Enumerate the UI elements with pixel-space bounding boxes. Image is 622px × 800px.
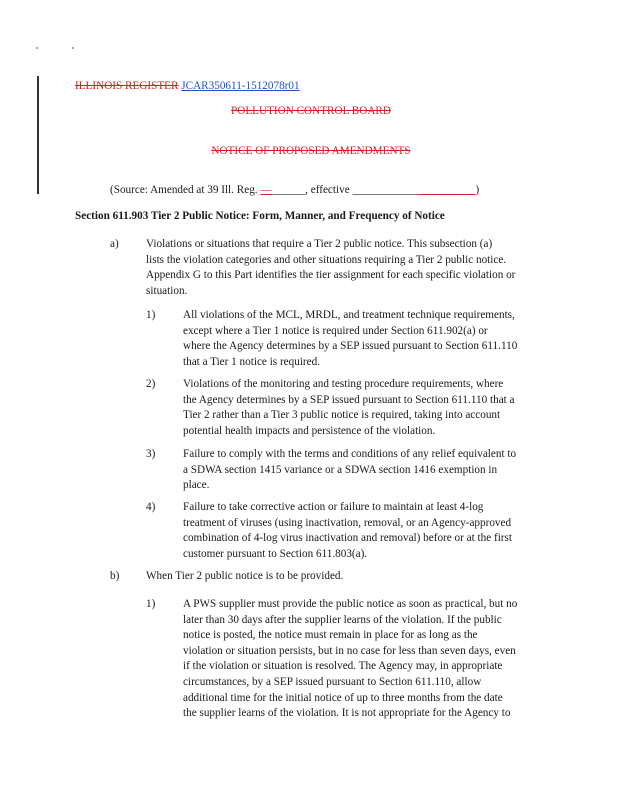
item-a3-text xyxy=(183,447,516,494)
source-line xyxy=(110,183,479,199)
text-line: notice is posted, the notice must remain in place for as long as the xyxy=(183,629,478,642)
text-line: Failure to take corrective action or failure to maintain at least 4-log xyxy=(183,501,484,513)
text-line: the Agency determines by a SEP issued pursuant to Section 611.110 that a xyxy=(183,393,515,406)
section-title: Section 611.903 Tier 2 Public Notice: Form, Manner, and Frequency of Notice xyxy=(75,210,445,222)
text-line: if the violation or situation is resolved. The Agency may, in appropriate xyxy=(183,660,503,673)
text-line: violation or situation persists, but in no case for less than seven days, even xyxy=(183,644,516,657)
notice-struck: NOTICE OF PROPOSED AMENDMENTS xyxy=(211,145,411,157)
text-line: circumstances, by a SEP issued pursuant to Section 611.110, allow xyxy=(183,675,482,688)
text-line: except where a Tier 1 notice is required under Section 611.902(a) or xyxy=(183,324,488,337)
text-line: Violations of the monitoring and testing procedure requirements, where xyxy=(183,378,504,390)
text-line: Appendix G to this Part identifies the tier assignment for each specific violation or xyxy=(146,269,516,282)
text-line: All violations of the MCL, MRDL, and treatment technique requirements, xyxy=(183,309,515,321)
register-header xyxy=(75,79,300,95)
text-line: the supplier learns of the violation. It is not appropriate for the Agency to xyxy=(183,707,511,720)
source-blank-red-2: __________ xyxy=(419,184,476,196)
text-line: Violations or situations that require a Tier 2 public notice. This subsection (a) xyxy=(146,238,493,250)
text-line: customer pursuant to Section 611.803(a). xyxy=(183,547,368,560)
subsection-a-text xyxy=(146,237,515,299)
text-line: A PWS supplier must provide the public notice as soon as practical, but no xyxy=(183,598,518,610)
notice-header xyxy=(0,144,622,160)
text-line: additional time for the initial notice of up to three months from the date xyxy=(183,691,503,704)
source-blank-red-1: — xyxy=(260,184,272,196)
item-a4-label: 4) xyxy=(146,501,156,513)
source-suffix: ) xyxy=(475,184,480,196)
scan-speck xyxy=(72,47,74,49)
text-line: treatment of viruses (using inactivation, removal, or an Agency-approved xyxy=(183,516,512,529)
text-line: lists the violation categories and other situations requiring a Tier 2 public notice. xyxy=(146,253,507,266)
register-inserted: JCAR350611-1512078r01 xyxy=(181,80,300,92)
text-line: place. xyxy=(183,479,210,492)
text-line: Failure to comply with the terms and conditions of any relief equivalent to xyxy=(183,448,517,460)
subsection-b-heading: When Tier 2 public notice is to be provided. xyxy=(146,570,344,582)
item-b1-label: 1) xyxy=(146,598,156,610)
item-a2-label: 2) xyxy=(146,378,156,390)
register-struck: ILLINOIS REGISTER xyxy=(75,80,179,92)
item-a1-text xyxy=(183,308,517,370)
item-b1-text xyxy=(183,597,517,722)
text-line: that a Tier 1 notice is required. xyxy=(183,355,321,368)
text-line: potential health impacts and persistence of the violation. xyxy=(183,424,436,437)
item-a4-text xyxy=(183,500,512,562)
text-line: a SDWA section 1415 variance or a SDWA section 1416 exemption in xyxy=(183,463,498,476)
subsection-b-label: b) xyxy=(110,570,120,582)
text-line: later than 30 days after the supplier learns of the violation. If the public xyxy=(183,613,502,626)
revision-bar xyxy=(37,76,39,194)
board-struck: POLLUTION CONTROL BOARD xyxy=(231,105,391,117)
text-line: Tier 2 rather than a Tier 3 public notice is required, taking into account xyxy=(183,409,501,422)
item-a2-text xyxy=(183,377,515,439)
text-line: where the Agency determines by a SEP issued pursuant to Section 611.110 xyxy=(183,340,518,353)
scan-speck xyxy=(36,47,38,49)
item-a3-label: 3) xyxy=(146,448,156,460)
subsection-a-label: a) xyxy=(110,238,119,250)
source-blank-tail: ______, effective ____________ xyxy=(271,184,420,196)
source-prefix: (Source: Amended at 39 Ill. Reg. xyxy=(110,184,261,196)
item-a1-label: 1) xyxy=(146,309,156,321)
board-header xyxy=(0,104,622,120)
text-line: situation. xyxy=(146,284,188,297)
text-line: combination of 4-log virus inactivation and removal) before or at the first xyxy=(183,532,512,545)
